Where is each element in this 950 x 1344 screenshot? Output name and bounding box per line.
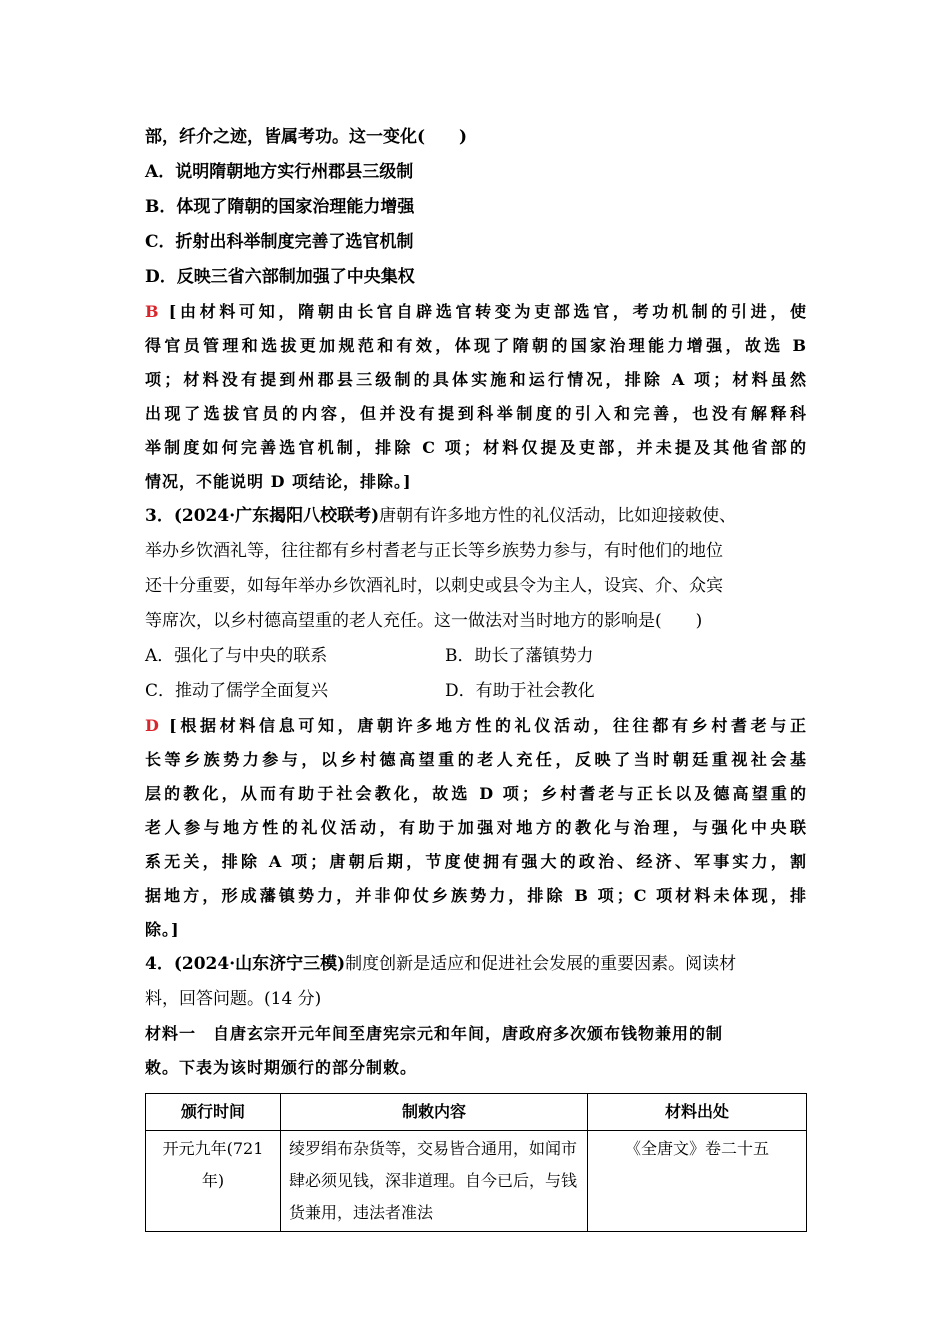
q3-analysis-line: 层的教化，从而有助于社会教化，故选 D 项；乡村耆老与正长以及德高望重的 (145, 784, 807, 803)
q3-options-row (145, 639, 807, 674)
table-row (146, 1131, 807, 1232)
q4-material-line: 材料一 自唐玄宗开元年间至唐宪宗元和年间，唐政府多次颁布钱物兼用的制 (145, 1024, 724, 1043)
q3-stem-line: 举办乡饮酒礼等，往往都有乡村耆老与正长等乡族势力参与，有时他们的地位 (145, 541, 723, 561)
q2-analysis-line: 项；材料没有提到州郡县三级制的具体实施和运行情况，排除 A 项；材料虽然 (145, 370, 807, 389)
table-header-source: 材料出处 (588, 1094, 807, 1131)
q2-answer-letter: B (145, 302, 160, 321)
q3-stem-line: 还十分重要，如每年举办乡饮酒礼时，以刺史或县令为主人，设宾、介、众宾 (145, 576, 723, 596)
q3-stem-line: 等席次，以乡村德高望重的老人充任。这一做法对当时地方的影响是( ) (145, 611, 703, 631)
q2-stem-tail: 部，纤介之迹，皆属考功。这一变化( ) (145, 127, 468, 147)
q3-option-b: B．助长了藩镇势力 (445, 646, 594, 666)
q3-stem-line: 3．(2024·广东揭阳八校联考)唐朝有许多地方性的礼仪活动，比如迎接敕使、 (145, 506, 737, 526)
table-cell-time: 开元九年(721年) (146, 1131, 281, 1232)
table-header-time: 颁行时间 (146, 1094, 281, 1131)
q2-analysis-line: 举制度如何完善选官机制，排除 C 项；材料仅提及吏部，并未提及其他省部的 (145, 438, 807, 457)
q2-analysis-line: 出现了选拔官员的内容，但并没有提到科举制度的引入和完善，也没有解释科 (145, 404, 807, 423)
edict-table (145, 1093, 807, 1232)
q3-option-a: A．强化了与中央的联系 (145, 646, 328, 666)
q3-options-row (145, 674, 807, 709)
q3-analysis-line: 除。] (145, 920, 180, 939)
q3-analysis-line: 系无关，排除 A 项；唐朝后期，节度使拥有强大的政治、经济、军事实力，割 (145, 852, 807, 871)
document-page (145, 120, 807, 1232)
q4-number: 4． (145, 954, 174, 974)
q2-option-a: A．说明隋朝地方实行州郡县三级制 (145, 162, 414, 182)
q3-analysis-line: 长等乡族势力参与，以乡村德高望重的老人充任，反映了当时朝廷重视社会基 (145, 750, 807, 769)
q3-option-d: D．有助于社会教化 (445, 681, 595, 701)
q2-analysis-line: 得官员管理和选拔更加规范和有效，体现了隋朝的国家治理能力增强，故选 B (145, 336, 807, 355)
table-cell-content: 绫罗绢布杂货等，交易皆合通用，如闻市肆必须见钱，深非道理。自今已后，与钱货兼用，违法者准法 (281, 1131, 588, 1232)
q4-stem-line: 料，回答问题。(14 分) (145, 989, 322, 1009)
q3-analysis-line: 据地方，形成藩镇势力，并非仰仗乡族势力，排除 B 项；C 项材料未体现，排 (145, 886, 807, 905)
q3-analysis-line: D [根据材料信息可知，唐朝许多地方性的礼仪活动，往往都有乡村耆老与正 (145, 716, 807, 735)
table-header-content: 制敕内容 (281, 1094, 588, 1131)
q2-option-b: B．体现了隋朝的国家治理能力增强 (145, 197, 415, 217)
q2-analysis-line: 情况，不能说明 D 项结论，排除。] (145, 472, 412, 491)
q3-answer-letter: D (145, 716, 160, 735)
q2-analysis-line: B [由材料可知，隋朝由长官自辟选官转变为吏部选官，考功机制的引进，使 (145, 302, 807, 321)
material-label: 材料一 (145, 1024, 197, 1043)
table-cell-source: 《全唐文》卷二十五 (588, 1131, 807, 1232)
q3-analysis-line: 老人参与地方性的礼仪活动，有助于加强对地方的教化与治理，与强化中央联 (145, 818, 807, 837)
q4-material-line: 敕。下表为该时期颁行的部分制敕。 (145, 1058, 418, 1077)
q3-option-c: C．推动了儒学全面复兴 (145, 681, 329, 701)
q2-option-d: D．反映三省六部制加强了中央集权 (145, 267, 415, 287)
q2-option-c: C．折射出科举制度完善了选官机制 (145, 232, 414, 252)
q3-number: 3． (145, 506, 174, 526)
q3-source: (2024·广东揭阳八校联考) (173, 506, 380, 526)
table-header-row (146, 1094, 807, 1131)
q4-stem-line: 4．(2024·山东济宁三模)制度创新是适应和促进社会发展的重要因素。阅读材 (145, 954, 737, 974)
q4-source: (2024·山东济宁三模) (173, 954, 346, 974)
